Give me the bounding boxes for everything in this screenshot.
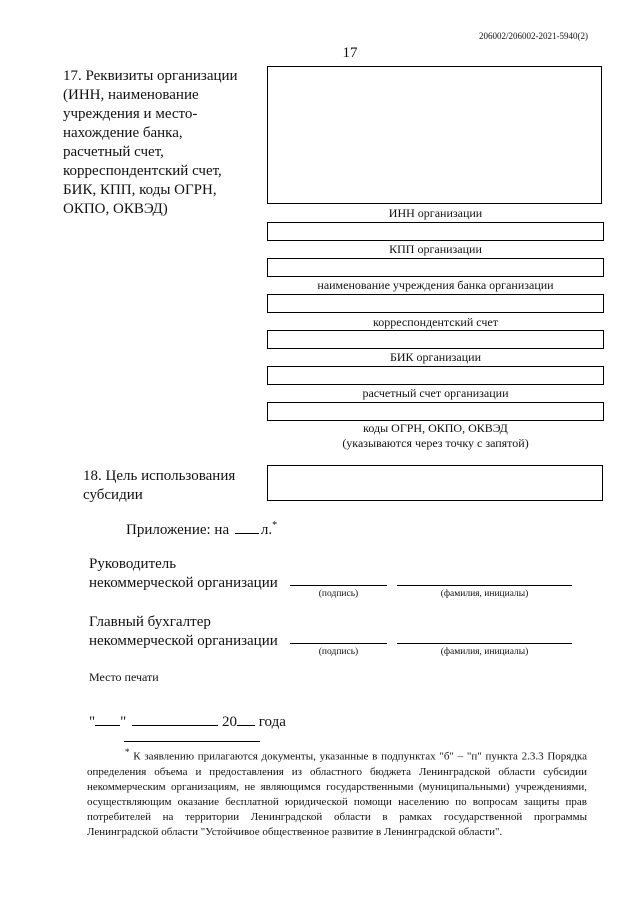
attachment-prefix: Приложение: на — [126, 522, 230, 538]
item-18-label — [83, 467, 273, 505]
codes-note: (указываются через точку с запятой) — [342, 436, 529, 450]
date-line — [89, 711, 286, 731]
page-number: 17 — [342, 45, 358, 61]
date-close-quote: " — [120, 714, 127, 730]
attachment-suffix: л. — [260, 522, 273, 538]
item-17-line: 17. Реквизиты организации — [63, 68, 238, 84]
date-open-quote: " — [89, 714, 96, 730]
footnote — [87, 745, 587, 840]
accountant-title-line: Главный бухгалтер — [89, 614, 211, 630]
correspondent-account-field[interactable] — [267, 330, 604, 349]
correspondent-account-label: корреспондентский счет — [373, 315, 498, 329]
codes-label: коды ОГРН, ОКПО, ОКВЭД — [363, 421, 508, 435]
item-17-line: корреспондентский счет, — [63, 163, 222, 179]
organization-details-box[interactable] — [267, 66, 602, 204]
head-title — [89, 555, 289, 593]
inn-field[interactable] — [267, 222, 604, 241]
footnote-text: К заявлению прилагаются документы, указанные в подпунктах "б" – "п" пункта 2.3.3 Порядка определения объема и предоставления из областного бюджета Ленинградской области субсидии некоммерческим организациям, не являющимся государственными (муниципальными) учреждениями, осуществляющим оказание бесплатной юридической помощи населению по вопросам защиты прав потребителей на территории Ленинградской области в рамках государственной программы Ленинградской области "Устойчивое общественное развитие в Ленинградской области". — [87, 750, 587, 838]
item-17-line: БИК, КПП, коды ОГРН, — [63, 182, 217, 198]
account-label: расчетный счет организации — [362, 386, 509, 400]
footnote-marker: * — [272, 520, 278, 531]
year-suffix: года — [258, 714, 286, 730]
stamp-place: Место печати — [89, 670, 159, 684]
footnote-mark: * — [125, 747, 130, 757]
subsidy-purpose-field[interactable] — [267, 465, 603, 501]
accountant-title-line: некоммерческой организации — [89, 633, 278, 649]
accountant-signature-line[interactable] — [290, 643, 387, 644]
item-18-line: 18. Цель использования — [83, 468, 236, 484]
head-signature-caption: (подпись) — [318, 589, 359, 599]
bik-field[interactable] — [267, 366, 604, 385]
document-code: 206002/206002-2021-5940(2) — [479, 31, 588, 41]
item-17-line: (ИНН, наименование — [63, 87, 199, 103]
bank-name-field[interactable] — [267, 294, 604, 313]
attachment-line — [126, 519, 277, 539]
year-prefix: 20 — [222, 714, 237, 730]
head-name-caption: (фамилия, инициалы) — [440, 589, 529, 599]
inn-label: ИНН организации — [388, 206, 483, 220]
head-signature-line[interactable] — [290, 585, 387, 586]
account-field[interactable] — [267, 402, 604, 421]
accountant-signature-caption: (подпись) — [318, 647, 359, 657]
head-name-line[interactable] — [397, 585, 572, 586]
bik-label: БИК организации — [390, 350, 481, 364]
accountant-name-line[interactable] — [397, 643, 572, 644]
head-title-line: некоммерческой организации — [89, 575, 278, 591]
footnote-separator — [124, 741, 260, 742]
item-17-line: нахождение банка, — [63, 125, 183, 141]
item-18-line: субсидии — [83, 487, 143, 503]
item-17-line: расчетный счет, — [63, 144, 164, 160]
bank-name-label: наименование учреждения банка организации — [317, 278, 554, 292]
kpp-field[interactable] — [267, 258, 604, 277]
year-blank[interactable] — [237, 711, 255, 726]
item-17-line: учреждения и место- — [63, 106, 198, 122]
head-title-line: Руководитель — [89, 556, 177, 572]
accountant-title — [89, 613, 289, 651]
day-blank[interactable] — [95, 711, 120, 726]
attachment-pages-blank[interactable] — [235, 519, 259, 534]
kpp-label: КПП организации — [389, 242, 482, 256]
month-blank[interactable] — [132, 711, 218, 726]
accountant-name-caption: (фамилия, инициалы) — [440, 647, 529, 657]
item-17-label — [63, 67, 253, 219]
item-17-line: ОКПО, ОКВЭД) — [63, 201, 168, 217]
